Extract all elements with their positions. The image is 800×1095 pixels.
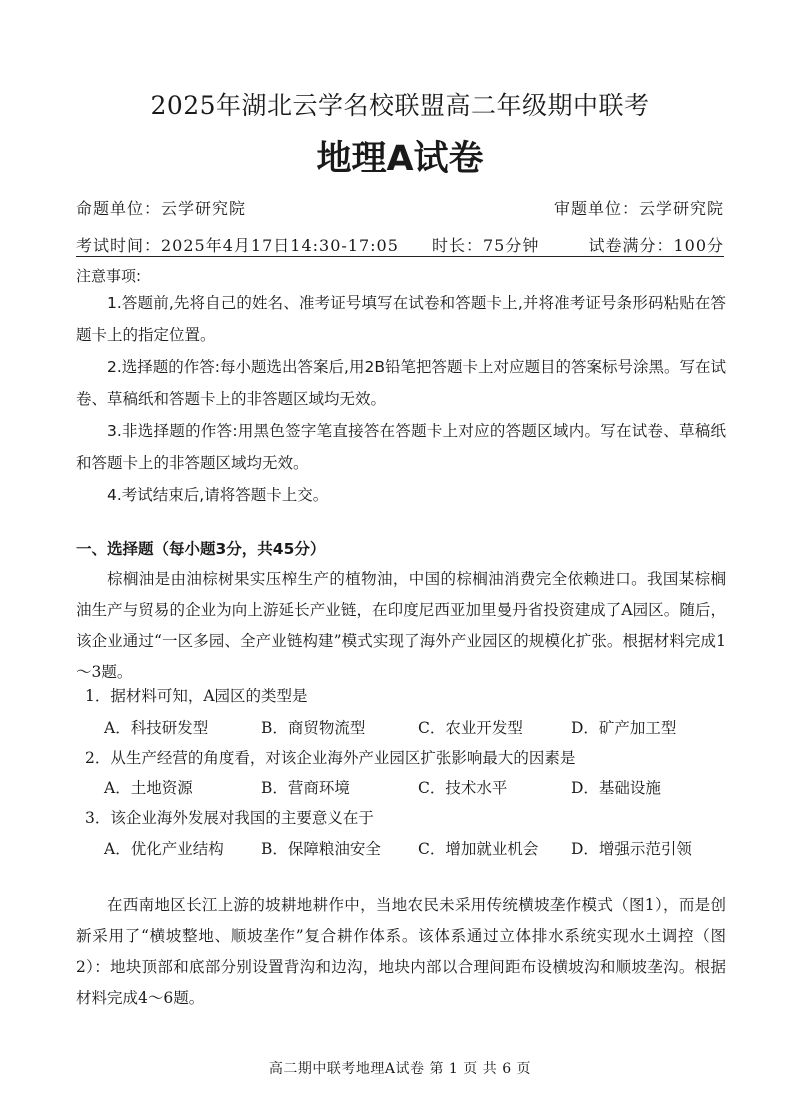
q2-option-d: D．基础设施 (571, 779, 661, 797)
paper-title: 地理A试卷 (316, 139, 484, 179)
section-heading: 一、选择题（每小题3分，共45分） (76, 540, 326, 558)
q1-option-c: C．农业开发型 (418, 719, 523, 737)
q1-option-b: B．商贸物流型 (261, 719, 366, 737)
notice-item-4: 4.考试结束后,请将答题卡上交。 (107, 486, 329, 504)
exam-time: 考试时间：2025年4月17日14:30-17:05 (76, 236, 399, 255)
q1-option-d: D．矿产加工型 (571, 719, 677, 737)
exam-title: 2025年湖北云学名校联盟高二年级期中联考 (150, 91, 650, 120)
notice-item-3: 3.非选择题的作答:用黑色签字笔直接答在答题卡上对应的答题区域内。写在试卷、草稿纸和答题卡上的非答题区域均无效。 (76, 422, 726, 472)
q3-option-c: C．增加就业机会 (418, 840, 539, 858)
q2-option-c: C．技术水平 (418, 779, 508, 797)
q2-option-a: A．土地资源 (104, 779, 193, 797)
q3-option-b: B．保障粮油安全 (261, 840, 381, 858)
notice-item-1: 1.答题前,先将自己的姓名、准考证号填写在试卷和答题卡上,并将准考证号条形码粘贴在答题卡上的指定位置。 (76, 294, 726, 344)
material-1: 棕榈油是由油棕树果实压榨生产的植物油，中国的棕榈油消费完全依赖进口。我国某棕榈油生产与贸易的企业为向上游延长产业链，在印度尼西亚加里曼丹省投资建成了A园区。随后，该企业通过“一区多园、全产业链构建”模式实现了海外产业园区的规模化扩张。根据材料完成1～3题。 (76, 570, 726, 681)
header-rule (76, 256, 724, 257)
question-1-stem: 1．据材料可知，A园区的类型是 (85, 687, 308, 705)
q1-option-a: A．科技研发型 (104, 719, 209, 737)
question-2-stem: 2．从生产经营的角度看，对该企业海外产业园区扩张影响最大的因素是 (85, 749, 576, 767)
material-2: 在西南地区长江上游的坡耕地耕作中，当地农民未采用传统横坡垄作模式（图1），而是创新采用了“横坡整地、顺坡垄作”复合耕作体系。该体系通过立体排水系统实现水土调控（图2）：地块顶部和底部分别设置背沟和边沟，地块内部以合理间距布设横坡沟和顺坡垄沟。根据材料完成4～6题。 (76, 896, 726, 1007)
full-score: 试卷满分：100分 (588, 236, 724, 255)
page-footer: 高二期中联考地理A试卷 第 1 页 共 6 页 (268, 1061, 532, 1077)
q3-option-a: A．优化产业结构 (104, 840, 224, 858)
q3-option-d: D．增强示范引领 (571, 840, 692, 858)
notice-item-2: 2.选择题的作答:每小题选出答案后,用2B铅笔把答题卡上对应题目的答案标号涂黑。写在试卷、草稿纸和答题卡上的非答题区域均无效。 (76, 358, 726, 408)
setter-unit: 命题单位：云学研究院 (76, 199, 247, 218)
reviewer-unit: 审题单位：云学研究院 (553, 199, 724, 218)
q2-option-b: B．营商环境 (261, 779, 350, 797)
notice-heading: 注意事项: (76, 267, 142, 285)
exam-duration: 时长：75分钟 (432, 236, 540, 255)
question-3-stem: 3．该企业海外发展对我国的主要意义在于 (85, 809, 374, 827)
